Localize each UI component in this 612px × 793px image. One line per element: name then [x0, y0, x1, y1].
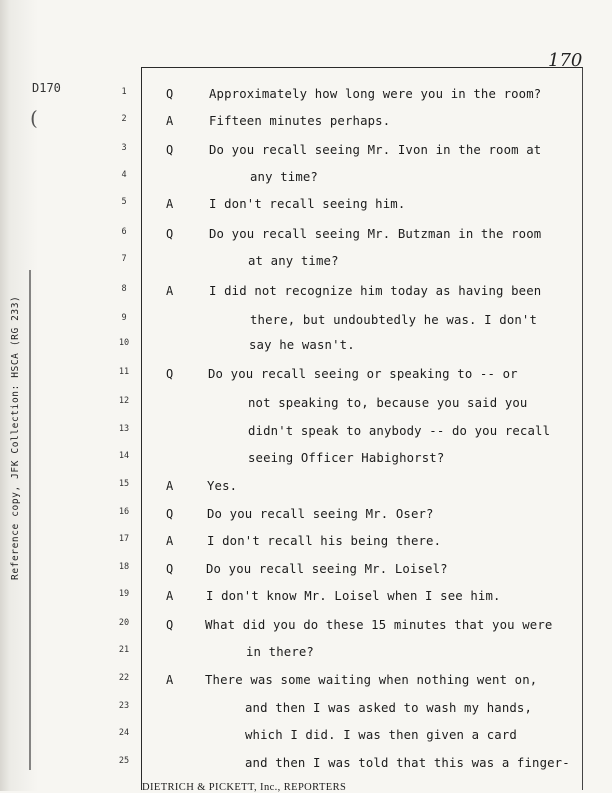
transcript-line	[0, 562, 612, 588]
transcript-line	[0, 254, 612, 280]
line-text: I don't recall seeing him.	[209, 197, 406, 211]
line-number: 14	[118, 451, 130, 461]
line-number: 5	[121, 197, 127, 207]
line-text: Do you recall seeing Mr. Oser?	[207, 507, 434, 521]
line-number: 20	[118, 618, 130, 628]
transcript-line	[0, 507, 612, 533]
line-number: 10	[118, 338, 130, 348]
line-text: which I did. I was then given a card	[245, 728, 517, 742]
line-number: 4	[121, 170, 127, 180]
line-number: 22	[118, 673, 130, 683]
line-number: 3	[121, 143, 127, 153]
line-text: and then I was asked to wash my hands,	[245, 701, 533, 715]
speaker-marker: Q	[166, 143, 174, 157]
line-text: I don't know Mr. Loisel when I see him.	[206, 589, 501, 603]
line-text: Do you recall seeing or speaking to -- or	[208, 367, 518, 381]
line-text: I don't recall his being there.	[207, 534, 442, 548]
line-text: Yes.	[207, 479, 238, 493]
transcript-line	[0, 534, 612, 560]
line-number: 18	[118, 562, 130, 572]
speaker-marker: Q	[166, 562, 174, 576]
transcript-line	[0, 618, 612, 644]
line-text: and then I was told that this was a finger-	[245, 756, 570, 770]
speaker-marker: A	[166, 197, 174, 211]
margin-mark: (	[30, 106, 38, 130]
speaker-marker: Q	[166, 227, 174, 241]
line-number: 1	[121, 87, 127, 97]
handwritten-page-number: 170	[548, 50, 583, 71]
speaker-marker: Q	[166, 618, 174, 632]
line-text: I did not recognize him today as having been	[209, 284, 542, 298]
line-number: 23	[118, 701, 130, 711]
line-number: 7	[121, 254, 127, 264]
line-text: at any time?	[248, 254, 339, 268]
line-text: Fifteen minutes perhaps.	[209, 114, 391, 128]
reference-copy-label: Reference copy, JFK Collection: HSCA (RG 233)	[10, 295, 21, 580]
line-number: 8	[121, 284, 127, 294]
transcript-line	[0, 479, 612, 505]
transcript-line	[0, 673, 612, 699]
speaker-marker: Q	[166, 507, 174, 521]
line-text: not speaking to, because you said you	[248, 396, 528, 410]
transcript-line	[0, 451, 612, 477]
transcript-line	[0, 424, 612, 450]
transcript-line	[0, 756, 612, 782]
line-number: 25	[118, 756, 130, 766]
line-text: There was some waiting when nothing went on,	[205, 673, 538, 687]
line-number: 13	[118, 424, 130, 434]
line-number: 21	[118, 645, 130, 655]
line-number: 12	[118, 396, 130, 406]
transcript-line	[0, 170, 612, 196]
transcript-line	[0, 114, 612, 140]
transcript-line	[0, 701, 612, 727]
transcript-line	[0, 87, 612, 113]
line-number: 19	[118, 589, 130, 599]
speaker-marker: Q	[166, 367, 174, 381]
transcript-line	[0, 227, 612, 253]
line-text: What did you do these 15 minutes that you were	[205, 618, 553, 632]
line-number: 2	[121, 114, 127, 124]
line-number: 9	[121, 313, 127, 323]
transcript-line	[0, 396, 612, 422]
transcript-line	[0, 367, 612, 393]
speaker-marker: A	[166, 479, 174, 493]
transcript-line	[0, 143, 612, 169]
line-number: 24	[118, 728, 130, 738]
page-id: D170	[32, 81, 61, 95]
line-text: Approximately how long were you in the room?	[209, 87, 542, 101]
speaker-marker: Q	[166, 87, 174, 101]
transcript-line	[0, 728, 612, 754]
transcript-line	[0, 589, 612, 615]
line-text: seeing Officer Habighorst?	[248, 451, 445, 465]
line-text: Do you recall seeing Mr. Ivon in the room at	[209, 143, 542, 157]
line-text: any time?	[250, 170, 318, 184]
reporter-footer: DIETRICH & PICKETT, Inc., REPORTERS	[142, 782, 347, 793]
speaker-marker: A	[166, 114, 174, 128]
line-text: in there?	[246, 645, 314, 659]
line-number: 11	[118, 367, 130, 377]
speaker-marker: A	[166, 673, 174, 687]
transcript-line	[0, 284, 612, 310]
speaker-marker: A	[166, 284, 174, 298]
transcript-line	[0, 313, 612, 339]
line-text: say he wasn't.	[249, 338, 355, 352]
speaker-marker: A	[166, 534, 174, 548]
line-number: 17	[118, 534, 130, 544]
line-text: Do you recall seeing Mr. Loisel?	[206, 562, 448, 576]
line-number: 16	[118, 507, 130, 517]
line-number: 15	[118, 479, 130, 489]
transcript-line	[0, 645, 612, 671]
line-text: didn't speak to anybody -- do you recall	[248, 424, 551, 438]
speaker-marker: A	[166, 589, 174, 603]
line-number: 6	[121, 227, 127, 237]
transcript-line	[0, 338, 612, 364]
line-text: there, but undoubtedly he was. I don't	[250, 313, 538, 327]
transcript-line	[0, 197, 612, 223]
line-text: Do you recall seeing Mr. Butzman in the room	[209, 227, 542, 241]
